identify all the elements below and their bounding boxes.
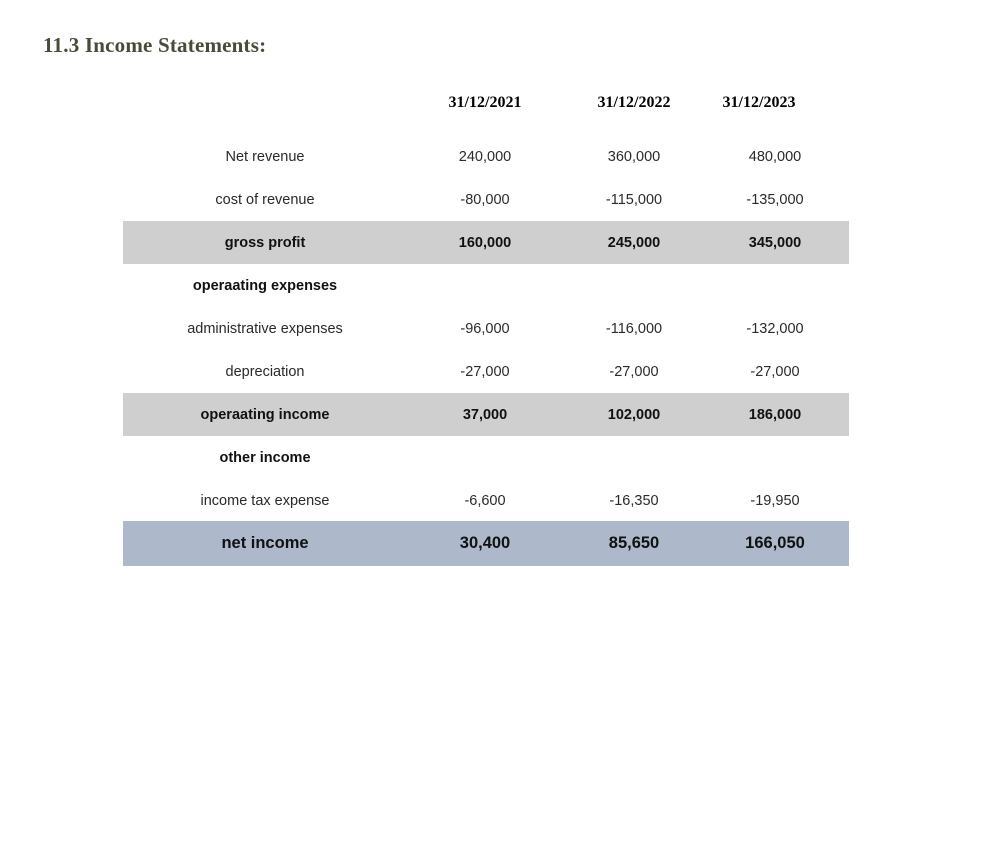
- value-2023: 166,050: [745, 534, 805, 552]
- value-2021: 30,400: [459, 534, 511, 552]
- value-2021: 160,000: [458, 234, 512, 251]
- value-2022: -116,000: [605, 320, 663, 337]
- value-2021: -80,000: [460, 191, 510, 208]
- row-label: gross profit: [224, 234, 306, 251]
- value-2022: 102,000: [607, 406, 661, 423]
- row-other-income-heading: [123, 436, 849, 479]
- row-operating-income: [123, 393, 849, 436]
- value-2023: -19,950: [750, 492, 800, 509]
- value-2021: -27,000: [460, 363, 510, 380]
- row-net-income: [123, 521, 849, 566]
- value-2022: 360,000: [607, 148, 661, 165]
- row-operating-expenses-heading: [123, 264, 849, 307]
- row-label: operaating expenses: [192, 277, 338, 294]
- value-2023: 480,000: [748, 148, 802, 165]
- row-label: net income: [221, 534, 309, 552]
- value-2022: -16,350: [609, 492, 659, 509]
- value-2022: 85,650: [608, 534, 660, 552]
- value-2023: -27,000: [750, 363, 800, 380]
- value-2022: -115,000: [605, 191, 663, 208]
- value-2022: 245,000: [607, 234, 661, 251]
- row-label: other income: [219, 449, 311, 466]
- row-label: cost of revenue: [215, 191, 315, 208]
- row-depreciation: [123, 350, 849, 393]
- row-net-revenue: [123, 135, 849, 178]
- value-2021: -6,600: [464, 492, 506, 509]
- value-2021: 37,000: [462, 406, 508, 423]
- value-2023: 345,000: [748, 234, 802, 251]
- value-2023: 186,000: [748, 406, 802, 423]
- row-label: income tax expense: [200, 492, 330, 509]
- value-2023: -132,000: [746, 320, 804, 337]
- row-administrative-expenses: [123, 307, 849, 350]
- value-2021: -96,000: [460, 320, 510, 337]
- row-label: Net revenue: [225, 148, 305, 165]
- value-2022: -27,000: [609, 363, 659, 380]
- value-2023: -135,000: [746, 191, 804, 208]
- row-income-tax-expense: [123, 479, 849, 522]
- row-label: depreciation: [225, 363, 305, 380]
- column-header-2021: 31/12/2021: [448, 94, 522, 111]
- value-2021: 240,000: [458, 148, 512, 165]
- row-gross-profit: [123, 221, 849, 264]
- page-title: 11.3 Income Statements:: [43, 33, 267, 57]
- row-cost-of-revenue: [123, 178, 849, 221]
- column-header-2022: 31/12/2022: [597, 94, 671, 111]
- column-header-2023: 31/12/2023: [722, 94, 796, 111]
- row-label: operaating income: [200, 406, 330, 423]
- row-label: administrative expenses: [187, 320, 343, 337]
